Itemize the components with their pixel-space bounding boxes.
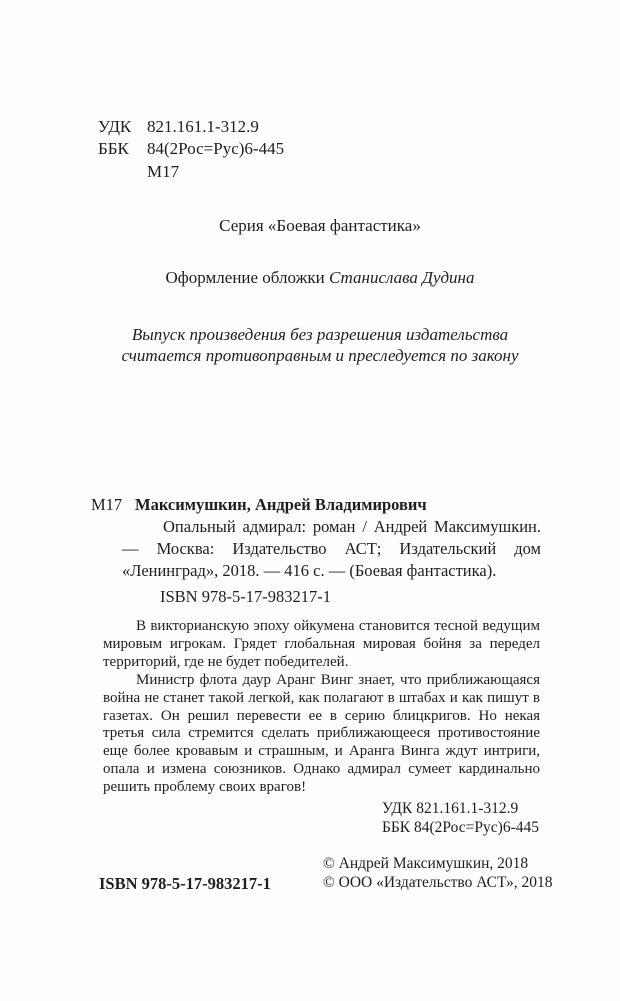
- imprint-udk: УДК 821.161.1-312.9: [382, 800, 519, 817]
- author-code-spacer: [98, 161, 147, 183]
- catalog-card-author: Максимушкин, Андрей Владимирович: [135, 495, 427, 514]
- cover-designer-name: Станислава Дудина: [328, 268, 475, 287]
- copyright-publisher: © ООО «Издательство АСТ», 2018: [323, 874, 553, 891]
- top-classification-codes: [98, 116, 284, 183]
- annotation-paragraph-1: В викторианскую эпоху ойкумена становится тесной ведущим мировым игрокам. Грядет глобальная мировая бойня за передел территорий, где не будет победителей.: [103, 618, 540, 670]
- legal-notice-line2: считается противоправным и преследуется по закону: [121, 346, 519, 365]
- isbn-line: ISBN 978-5-17-983217-1: [160, 587, 331, 606]
- bbk-value: 84(2Рос=Рус)6-445: [147, 139, 285, 159]
- catalog-card: [91, 494, 541, 582]
- bbk-label: ББК: [98, 139, 129, 159]
- udk-value: 821.161.1-312.9: [147, 117, 259, 136]
- copyright-author: © Андрей Максимушкин, 2018: [323, 855, 529, 872]
- catalog-card-header: [91, 494, 541, 516]
- cover-credit-prefix: Оформление обложки: [165, 268, 325, 287]
- legal-notice-line1: Выпуск произведения без разрешения издательства: [131, 325, 509, 344]
- author-code: М17: [147, 161, 180, 181]
- cover-design-credit: [95, 268, 545, 288]
- legal-notice: [92, 324, 548, 366]
- isbn-footer: ISBN 978-5-17-983217-1: [99, 874, 271, 893]
- catalog-card-description: Опальный адмирал: роман / Андрей Максимушкин. — Москва: Издательство АСТ; Издательский дом «Ленинград», 2018. — 416 с. — (Боевая фантастика).: [122, 517, 541, 580]
- imprint-bbk: ББК 84(2Рос=Рус)6-445: [382, 819, 539, 836]
- catalog-card-code: М17: [91, 495, 123, 514]
- copyright-block: [323, 854, 553, 892]
- annotation-paragraph-2: Министр флота даур Аранг Винг знает, что приближающаяся война не станет такой легкой, как полагают в штабах и как пишут в газетах. Он решил перевести ее в серию блицкригов. Но некая третья сила стремится сделать приближающееся противостояние еще более кровавым и страшным, и Аранга Винга ждут интриги, опала и измена союзников. Однако адмирал сумеет кардинально решить проблему своих врагов!: [103, 671, 540, 796]
- udk-label: УДК: [98, 117, 132, 136]
- series-title: Серия «Боевая фантастика»: [219, 216, 421, 235]
- imprint-classification-codes: [382, 799, 539, 837]
- book-annotation: [103, 618, 540, 797]
